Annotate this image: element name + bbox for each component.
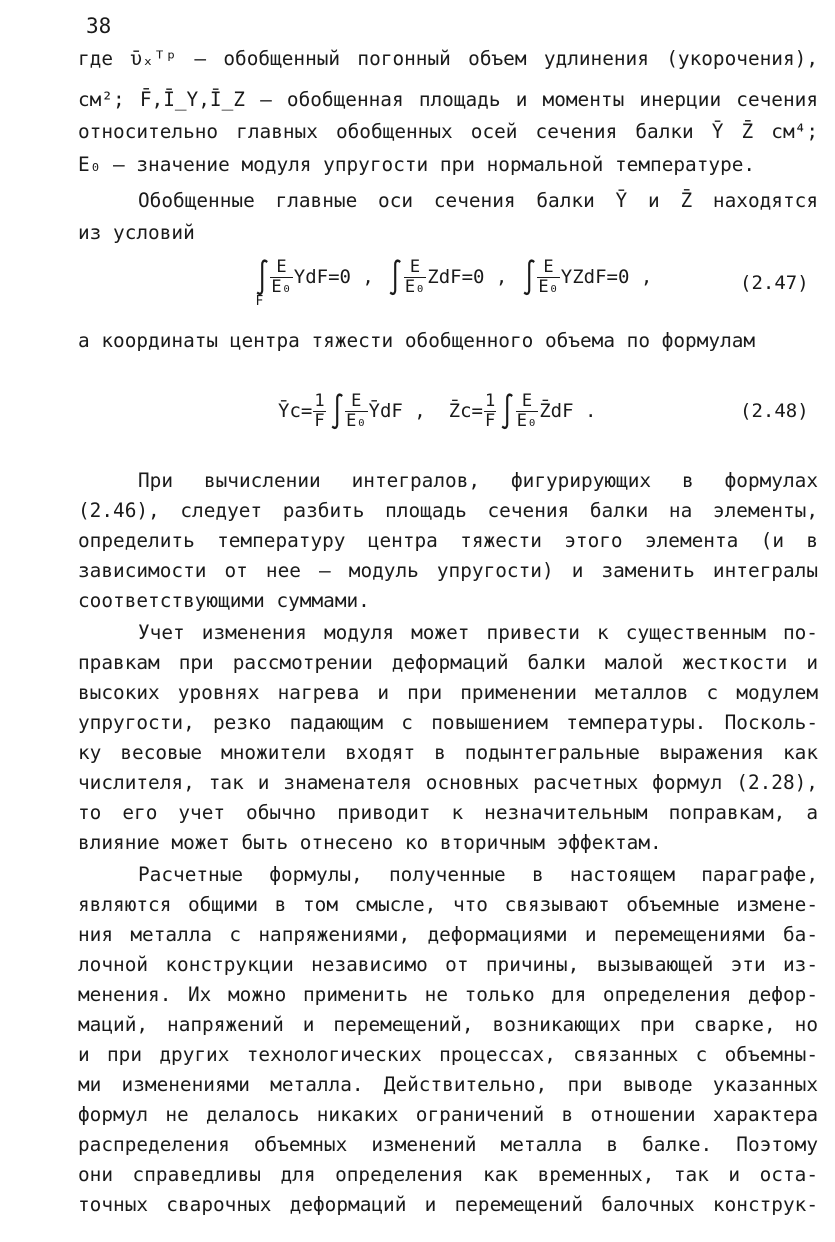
- text-line: ми изменениями металла. Действительно, при выводе указанных: [78, 1073, 818, 1096]
- text-line: влияние может быть отнесено ко вторичным эффектам.: [78, 831, 662, 854]
- text-line: менения. Их можно применить не только для определения дефор-: [78, 983, 818, 1006]
- text-line: относительно главных обобщенных осей сечения балки Ȳ Z̄ см⁴;: [78, 120, 818, 143]
- text-line: правкам при рассмотрении деформаций балки малой жесткости и: [78, 651, 818, 674]
- text-line: формул не делалось никаких ограничений в отношении характера: [78, 1103, 818, 1126]
- text-line: упругости, резко падающим с повышением температуры. Посколь-: [78, 711, 818, 734]
- text-line: ния металла с напряжениями, деформациями и перемещениями ба-: [78, 923, 818, 946]
- equation-number: (2.48): [740, 400, 809, 422]
- text-line: то его учет обычно приводит к незначительным поправкам, а: [78, 801, 818, 824]
- text-line: зависимости от нее – модуль упругости) и заменить интегралы: [78, 559, 818, 582]
- text-line: а координаты центра тяжести обобщенного объема по формулам: [78, 329, 756, 352]
- text-line: соответствующими суммами.: [78, 589, 370, 612]
- text-line: лочной конструкции независимо от причины, вызывающей эти из-: [78, 953, 818, 976]
- text-line: определить температуру центра тяжести этого элемента (и в: [78, 529, 818, 552]
- text-line: E₀ – значение модуля упругости при нормальной температуре.: [78, 153, 756, 176]
- page-number: 38: [86, 14, 112, 38]
- text-line: они справедливы для определения как временных, так и оста-: [78, 1163, 818, 1186]
- text-line: и при других технологических процессах, связанных с объемны-: [78, 1043, 818, 1066]
- text-line: высоких уровнях нагрева и при применении металлов с модулем: [78, 681, 818, 704]
- text-line: где ῡₓᵀᵖ – обобщенный погонный объем удлинения (укорочения),: [78, 47, 818, 70]
- text-line: числителя, так и знаменателя основных расчетных формул (2.28),: [78, 771, 818, 794]
- text-line: (2.46), следует разбить площадь сечения балки на элементы,: [78, 499, 818, 522]
- text-line: распределения объемных изменений металла в балке. Поэтому: [78, 1133, 818, 1156]
- text-line: из условий: [78, 221, 195, 244]
- equation-number: (2.47): [740, 272, 809, 294]
- text-line: ку весовые множители входят в подынтегральные выражения как: [78, 741, 818, 764]
- text-line: точных сварочных деформаций и перемещений балочных конструк-: [78, 1193, 818, 1216]
- text-line: При вычислении интегралов, фигурирующих в формулах: [138, 469, 818, 492]
- text-line: см²; F̄,Ī_Y,Ī_Z – обобщенная площадь и моменты инерции сечения: [78, 88, 818, 111]
- text-line: Обобщенные главные оси сечения балки Ȳ и Z̄ находятся: [138, 189, 818, 212]
- text-line: являются общими в том смысле, что связывают объемные измене-: [78, 893, 818, 916]
- text-line: Расчетные формулы, полученные в настоящем параграфе,: [138, 863, 818, 886]
- formula-2-48: Ȳc= $\frac{1}{F}$ ∫ $\frac{E}{\text{E₀}}$ ȲdF , Z̄c= $\frac{1}{F}$ ∫ $\frac{E}{\text{E₀}}$ Z̄dF .: [278, 391, 597, 432]
- text-line: маций, напряжений и перемещений, возникающих при сварке, но: [78, 1013, 818, 1036]
- formula-2-47: $\int_F$ $\frac{E}{\text{E₀}}$ YdF=0 , ∫ $\frac{E}{\text{E₀}}$ ZdF=0 , ∫ $\frac{E}{\text{E₀}}$ YZdF=0 ,: [255, 257, 653, 309]
- text-line: Учет изменения модуля может привести к существенным по-: [138, 621, 818, 644]
